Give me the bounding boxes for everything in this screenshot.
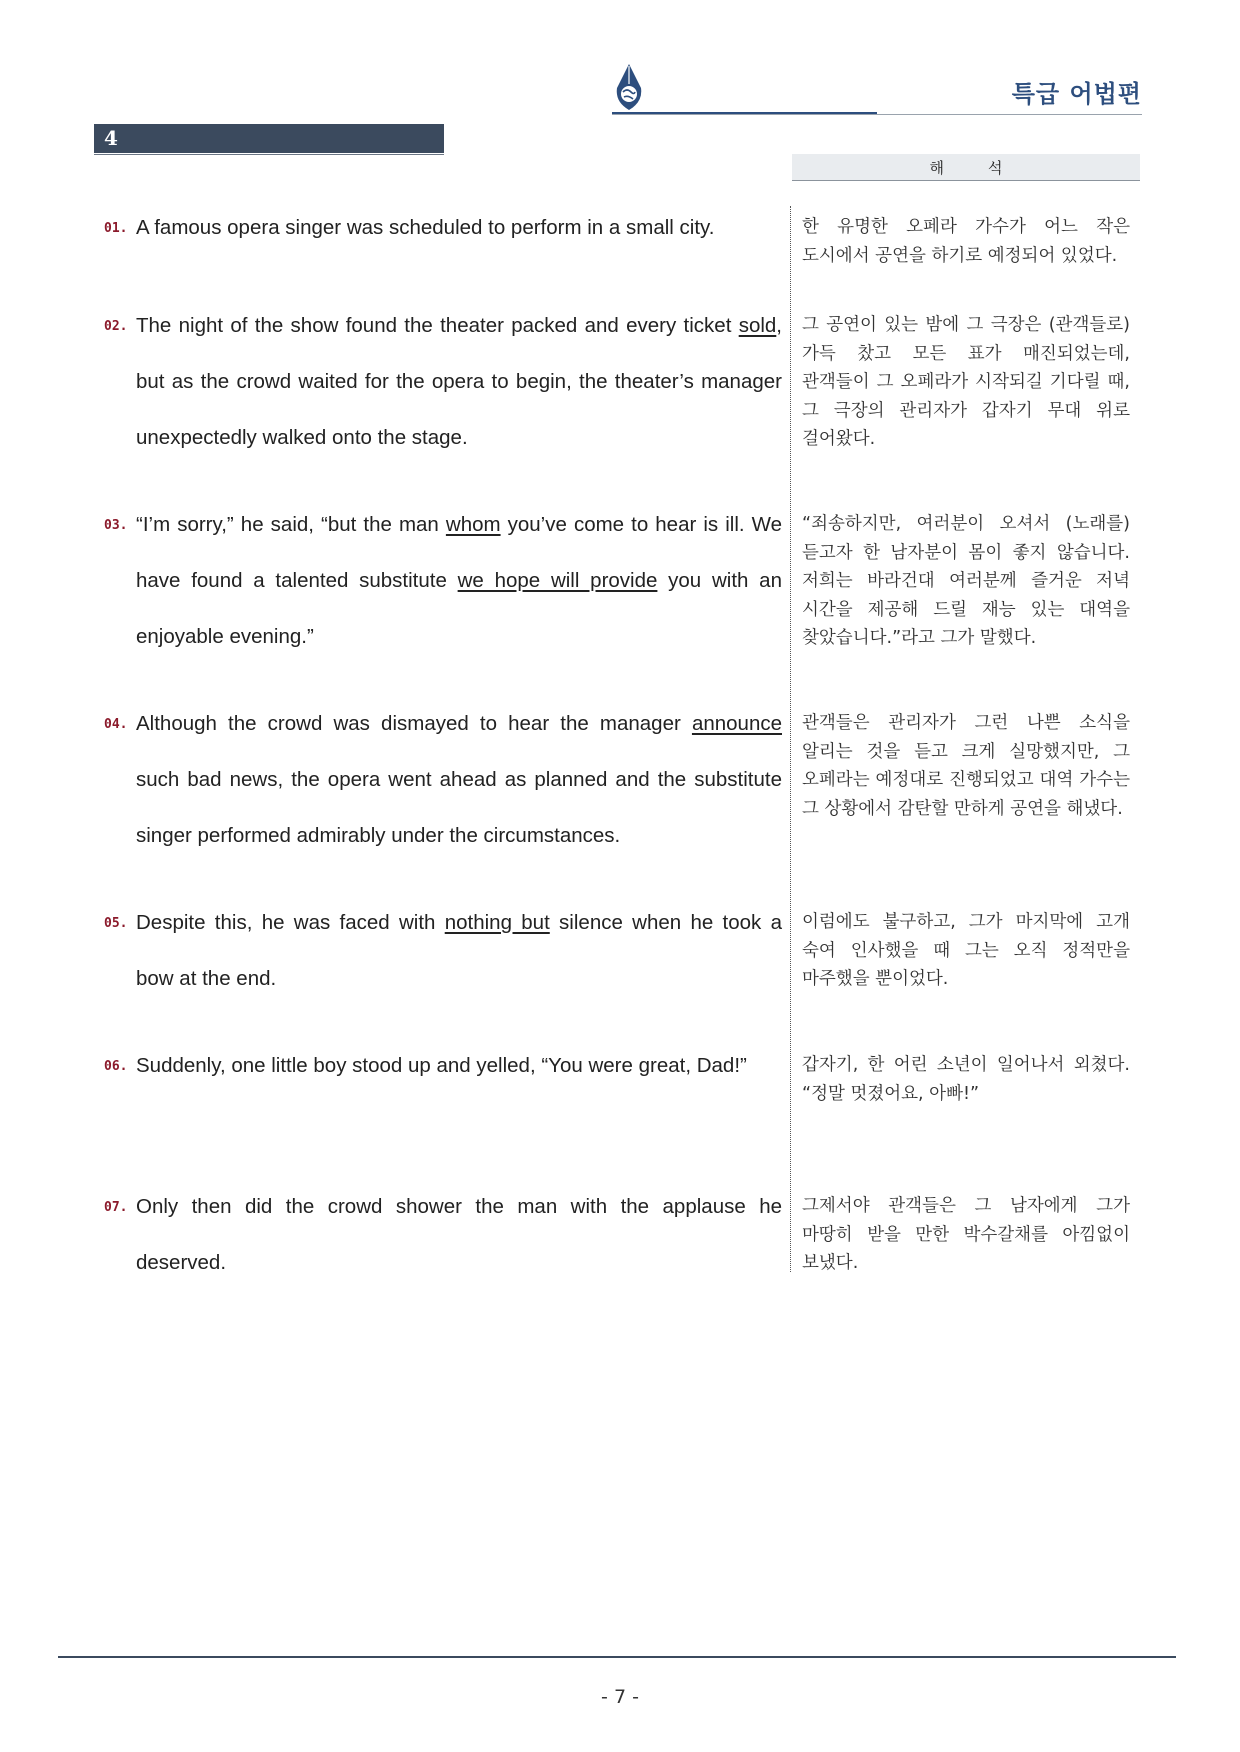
korean-translation: 갑자기, 한 어린 소년이 일어나서 외쳤다. “정말 멋졌어요, 아빠!”: [802, 1055, 1130, 1104]
english-sentence: [136, 497, 782, 665]
translation-label-1: 해: [929, 158, 944, 177]
header-line: [612, 114, 1142, 115]
english-sentence: [136, 1038, 782, 1094]
sentence-text: you’ve come to hear is ill. We have found a talented substitute: [136, 513, 782, 592]
korean-translation: “죄송하지만, 여러분이 오셔서 (노래를)듣고자 한 남자분이 몸이 좋지 않습니다. 저희는 바라건대 여러분께 즐거운 저녁 시간을 제공해 드릴 재능 있는 대역을 찾았습니다.”라고 그가 말했다.: [802, 514, 1130, 648]
pen-nib-globe-icon: [612, 62, 646, 114]
underlined-phrase: we hope will provide: [457, 569, 658, 592]
korean-translation: 관객들은 관리자가 그런 나쁜 소식을 알리는 것을 듣고 크게 실망했지만, 그 오페라는 예정대로 진행되었고 대역 가수는 그 상황에서 감탄할 만하게 공연을 해냈다.: [802, 713, 1130, 819]
sentence-number: 05.: [104, 916, 128, 931]
sentence-number: 04.: [104, 717, 128, 732]
sentence-text: Despite this, he was faced with: [136, 911, 445, 934]
sentence-text: A famous opera singer was scheduled to perform in a small city.: [136, 216, 715, 239]
sentence-number: 02.: [104, 319, 128, 334]
sentence-text: , but as the crowd waited for the opera to begin, the theater’s manager unexpectedly walked onto the stage.: [136, 314, 782, 449]
header-title: 특급 어법편: [1011, 80, 1142, 108]
underlined-phrase: sold: [738, 314, 777, 337]
section-underline: [94, 154, 444, 155]
sentence-number: 03.: [104, 518, 128, 533]
sentence-text: Only then did the crowd shower the man with the applause he deserved.: [136, 1195, 782, 1274]
korean-translation: 한 유명한 오페라 가수가 어느 작은 도시에서 공연을 하기로 예정되어 있었다.: [802, 217, 1130, 266]
sentence-text: The night of the show found the theater packed and every ticket: [136, 314, 739, 337]
sentence-text: Suddenly, one little boy stood up and yelled, “You were great, Dad!”: [136, 1054, 747, 1077]
korean-translation: 그제서야 관객들은 그 남자에게 그가 마땅히 받을 만한 박수갈채를 아낌없이 보냈다.: [802, 1196, 1130, 1273]
underlined-phrase: announce: [691, 712, 782, 735]
korean-translation: 이럼에도 불구하고, 그가 마지막에 고개 숙여 인사했을 때 그는 오직 정적만을 마주했을 뿐이었다.: [802, 912, 1130, 989]
english-sentence: [136, 895, 782, 1007]
sentence-number: 06.: [104, 1059, 128, 1074]
sentence-text: such bad news, the opera went ahead as planned and the substitute singer performed admirably under the circumstances.: [136, 768, 782, 847]
section-number: 4: [94, 124, 444, 153]
footer-line: [58, 1656, 1176, 1658]
translation-label-2: 석: [988, 158, 1003, 177]
underlined-phrase: nothing but: [444, 911, 550, 934]
english-sentence: [136, 1179, 782, 1291]
sentence-text: you with an enjoyable evening.”: [136, 569, 782, 648]
sentence-text: “I’m sorry,” he said, “but the man: [136, 513, 446, 536]
english-sentence: [136, 200, 782, 256]
sentence-text: silence when he took a bow at the end.: [136, 911, 782, 990]
english-sentence: [136, 298, 782, 466]
sentence-number: 01.: [104, 221, 128, 236]
korean-translation: 그 공연이 있는 밤에 그 극장은 (관객들로) 가득 찼고 모든 표가 매진되었는데, 관객들이 그 오페라가 시작되길 기다릴 때, 그 극장의 관리자가 갑자기 무대 위로 걸어왔다.: [802, 315, 1130, 449]
translation-header: [792, 154, 1140, 181]
page-number: - 7 -: [601, 1686, 639, 1708]
underlined-phrase: whom: [445, 513, 501, 536]
sentence-number: 07.: [104, 1200, 128, 1215]
column-divider: [790, 206, 791, 1272]
sentence-text: Although the crowd was dismayed to hear the manager: [136, 712, 692, 735]
english-sentence: [136, 696, 782, 864]
